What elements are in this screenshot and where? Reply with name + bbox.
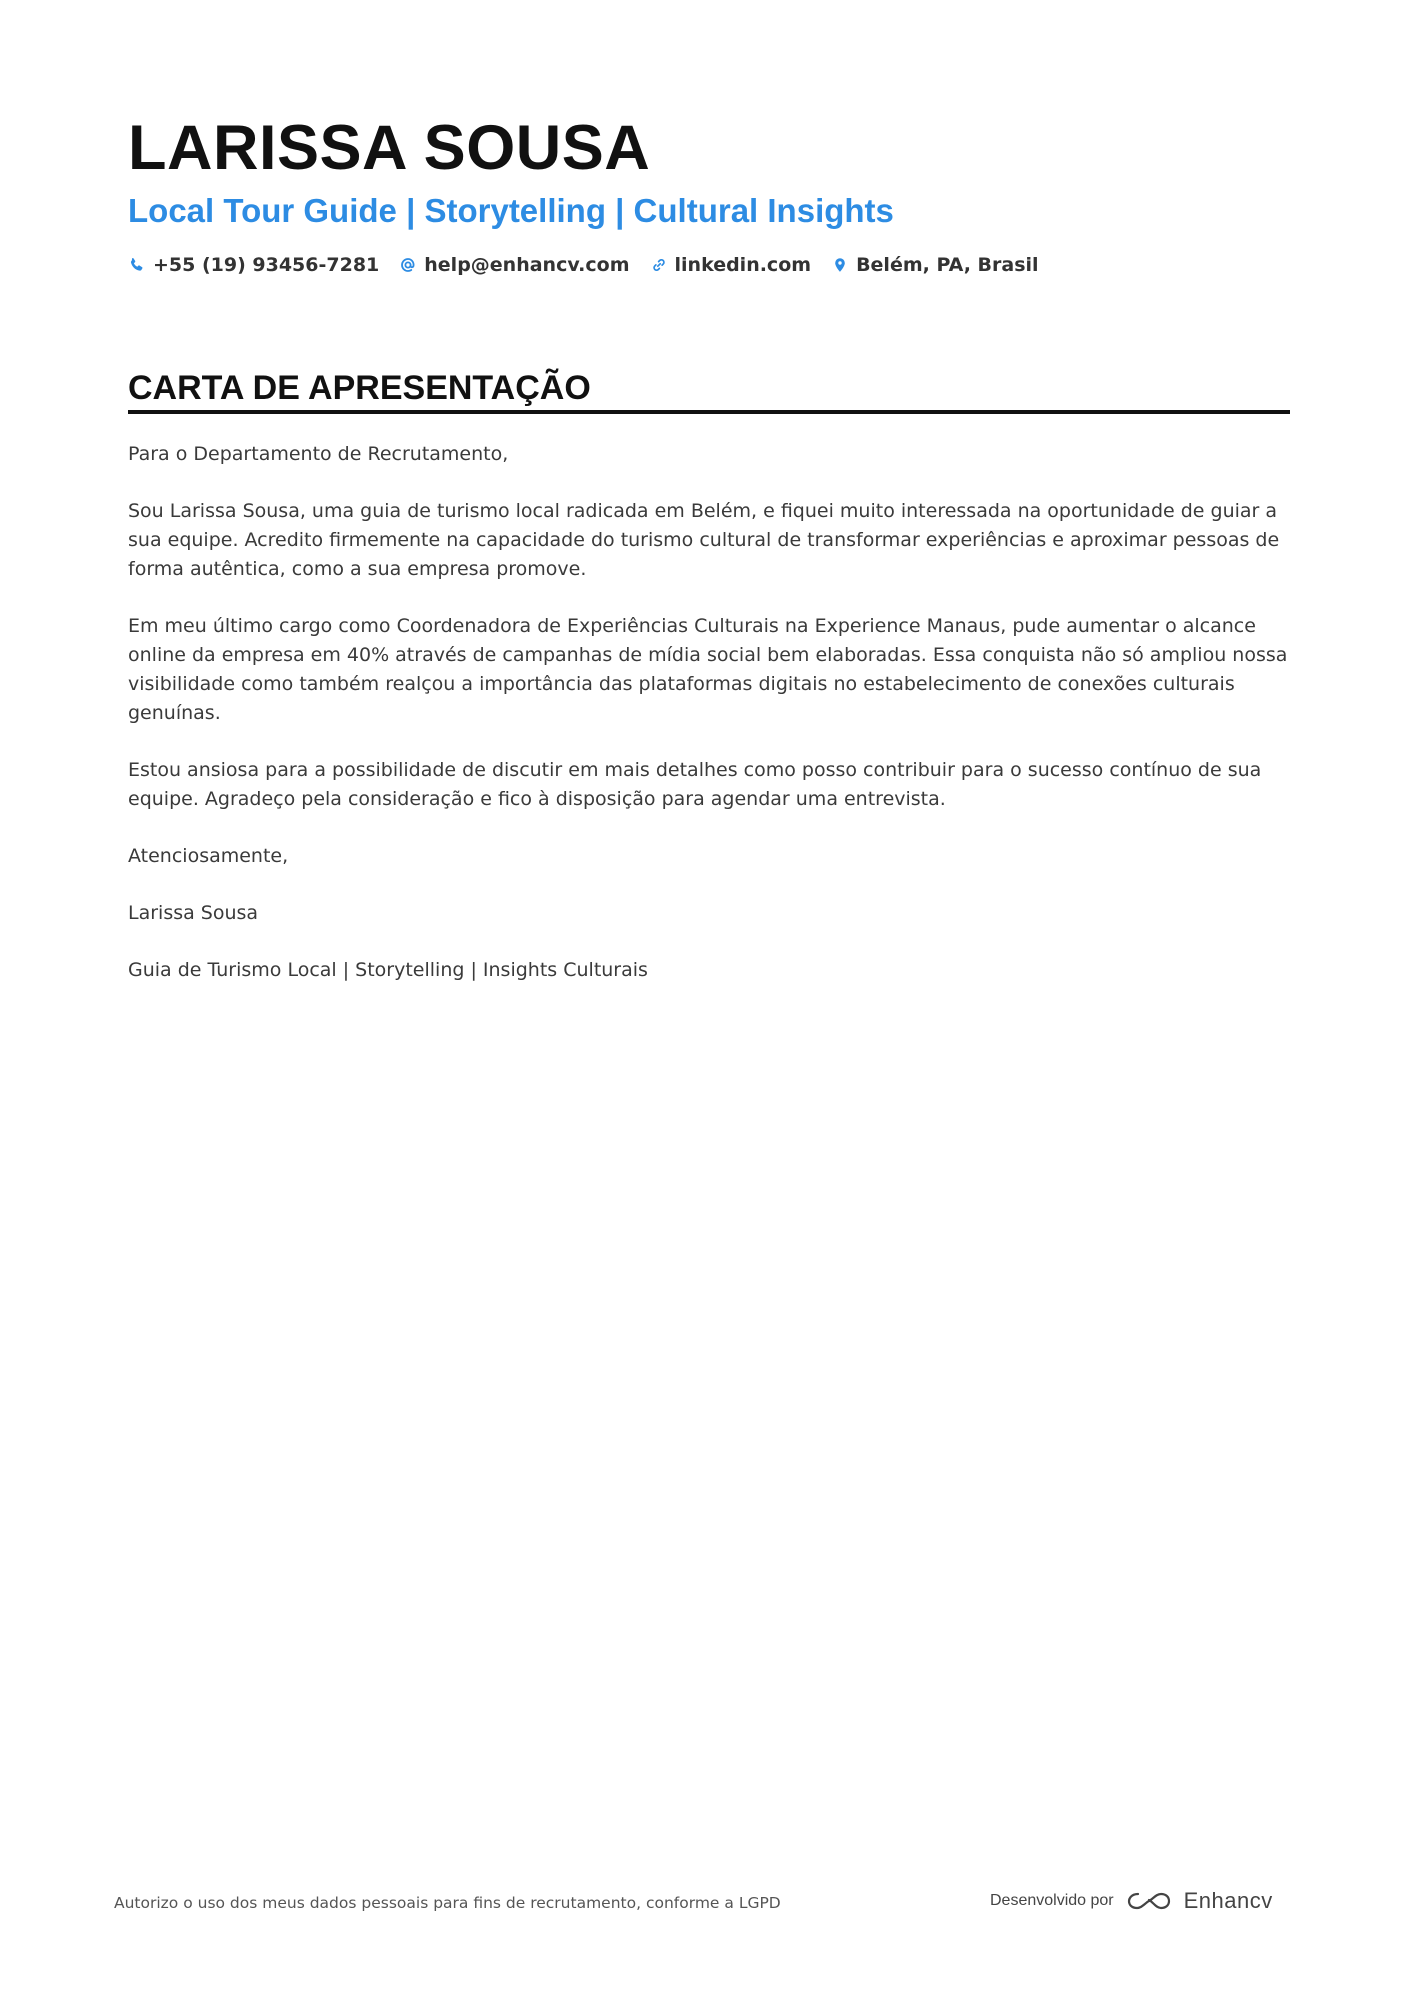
contact-location xyxy=(831,254,1038,276)
contact-info xyxy=(128,254,1039,276)
letter-paragraph: Estou ansiosa para a possibilidade de discutir em mais detalhes como posso contribuir para o sucesso contínuo de sua equipe. Agradeço pela consideração e fico à disposição para agendar uma entrevista. xyxy=(128,759,1262,810)
link-icon xyxy=(650,256,668,274)
letter-signature: Larissa Sousa xyxy=(128,902,259,924)
enhancv-logo-icon xyxy=(1126,1888,1172,1914)
letter-greeting: Para o Departamento de Recrutamento, xyxy=(128,443,509,465)
email-text: help@enhancv.com xyxy=(424,254,630,276)
candidate-headline: Local Tour Guide | Storytelling | Cultural Insights xyxy=(128,192,894,229)
contact-linkedin[interactable] xyxy=(650,254,812,276)
letter-paragraph: Em meu último cargo como Coordenadora de Experiências Culturais na Experience Manaus, pude aumentar o alcance online da empresa em 40% através de campanhas de mídia social bem elaboradas. Essa conquista não só ampliou nossa visibilidade como também realçou a importância das plataformas digitais no estabelecimento de conexões culturais genuínas. xyxy=(128,615,1288,724)
at-icon xyxy=(399,256,417,274)
brand-name: Enhancv xyxy=(1183,1888,1273,1913)
contact-email[interactable] xyxy=(399,254,629,276)
phone-text: +55 (19) 93456-7281 xyxy=(153,254,380,276)
letter-signature-title: Guia de Turismo Local | Storytelling | Insights Culturais xyxy=(128,959,648,981)
section-divider xyxy=(128,410,1290,414)
linkedin-text: linkedin.com xyxy=(674,254,812,276)
letter-closing: Atenciosamente, xyxy=(128,845,289,867)
powered-by[interactable] xyxy=(990,1888,1273,1914)
section-title: CARTA DE APRESENTAÇÃO xyxy=(128,369,591,407)
location-pin-icon xyxy=(831,256,849,274)
phone-icon xyxy=(128,256,146,274)
powered-by-label: Desenvolvido por xyxy=(990,1892,1114,1909)
candidate-name: LARISSA SOUSA xyxy=(128,113,651,183)
location-text: Belém, PA, Brasil xyxy=(856,254,1039,276)
consent-note: Autorizo o uso dos meus dados pessoais para fins de recrutamento, conforme a LGPD xyxy=(114,1894,781,1912)
contact-phone[interactable] xyxy=(128,254,379,276)
letter-body xyxy=(128,440,1292,1013)
letter-paragraph: Sou Larissa Sousa, uma guia de turismo local radicada em Belém, e fiquei muito interessada na oportunidade de guiar a sua equipe. Acredito firmemente na capacidade do turismo cultural de transformar experiências e aproximar pessoas de forma autêntica, como a sua empresa promove. xyxy=(128,500,1280,580)
